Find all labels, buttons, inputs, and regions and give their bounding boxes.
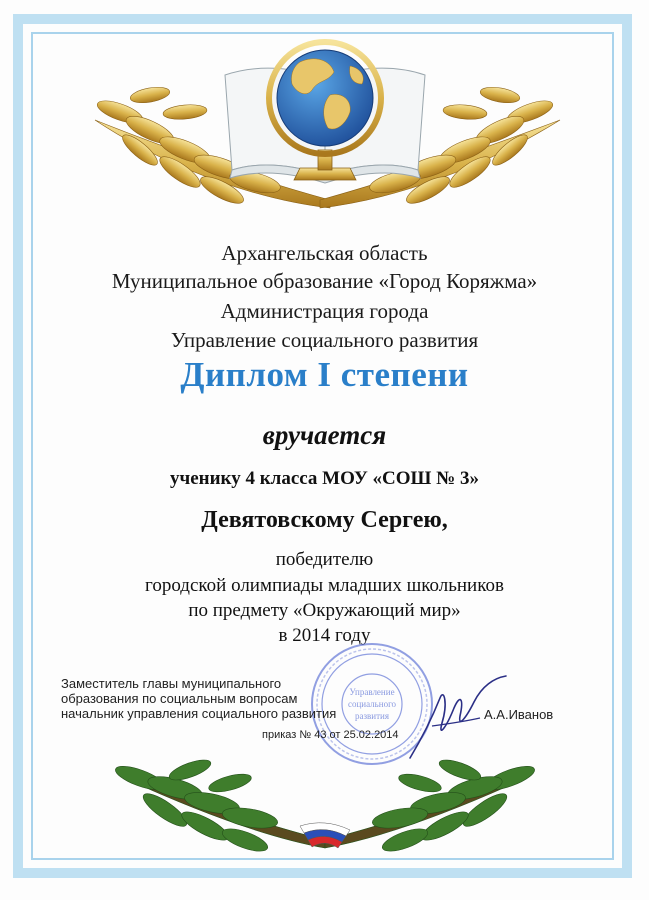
position-line-1: Заместитель главы муниципального [61, 676, 282, 691]
administration-line: Администрация города [220, 299, 429, 323]
svg-text:Управление: Управление [349, 687, 395, 697]
book-globe-emblem [0, 0, 649, 230]
svg-text:социального: социального [347, 699, 397, 709]
laurel-branches-decoration [0, 748, 649, 868]
municipality-line: Муниципальное образование «Город Коряжма» [111, 269, 538, 293]
department-line: Управление социального развития [170, 328, 479, 352]
awarded-text: вручается [262, 420, 387, 450]
subject-line: по предмету «Окружающий мир» [188, 600, 461, 621]
winner-line: победителю [275, 549, 374, 570]
signatory-position [61, 676, 336, 721]
olympiad-line: городской олимпиады младших школьников [145, 575, 504, 596]
year-line: в 2014 году [278, 625, 371, 646]
signatory-name: А.А.Иванов [484, 707, 554, 722]
position-line-3: начальник управления социального развития [61, 706, 337, 721]
diploma-title: Диплом I степени [180, 355, 469, 394]
svg-text:развития: развития [354, 711, 390, 721]
position-line-2: образования по социальным вопросам [61, 691, 298, 706]
recipient-name: Девятовскому Сергею, [201, 507, 448, 533]
region-line: Архангельская область [221, 241, 428, 265]
pupil-class: ученику 4 класса МОУ «СОШ № 3» [170, 468, 479, 489]
order-reference: приказ № 43 от 25.02.2014 [262, 729, 399, 741]
